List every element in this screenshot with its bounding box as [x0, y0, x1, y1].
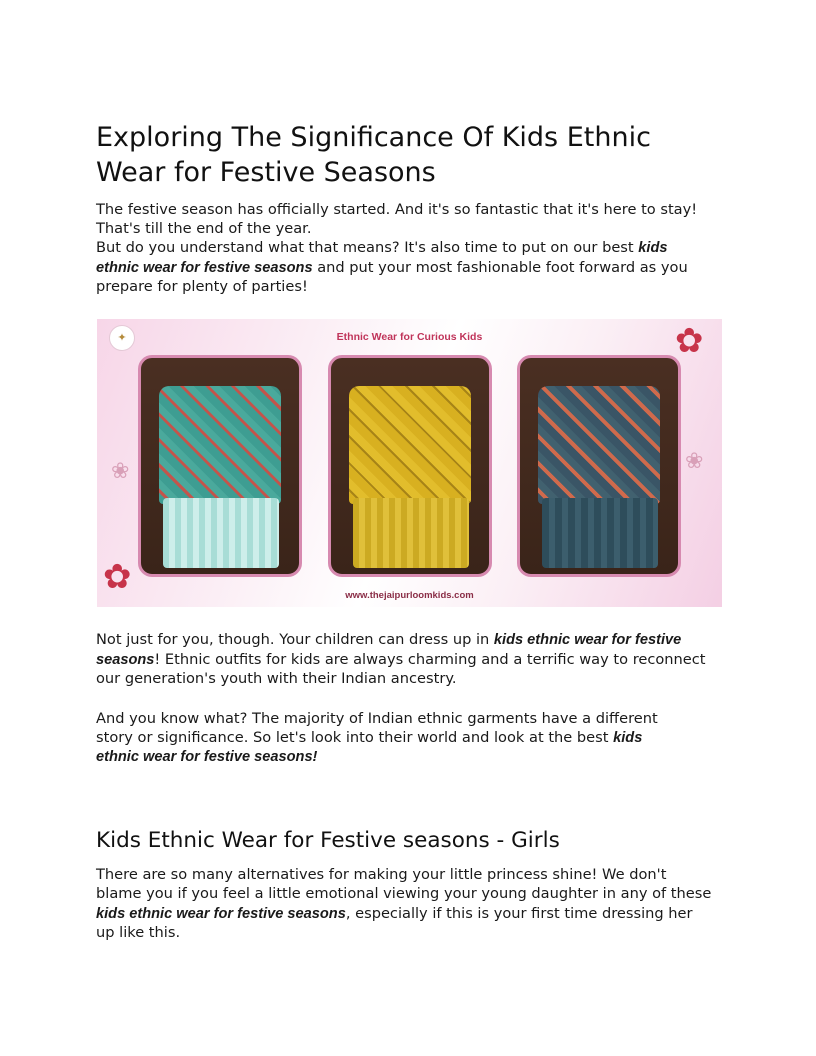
intro-line-2: That's till the end of the year. — [96, 220, 312, 237]
banner-title: Ethnic Wear for Curious Kids — [336, 331, 483, 343]
para2-line-2 — [96, 650, 722, 671]
para4-line-3 — [96, 904, 722, 925]
keyword-highlight: ethnic wear for festive seasons — [96, 260, 313, 276]
intro-line-4 — [96, 258, 722, 279]
outfit-card-blue — [517, 355, 681, 577]
para2-text: ! Ethnic outfits for kids are always charming and a terrific way to reconnect — [154, 651, 706, 668]
para3-line-2 — [96, 728, 722, 749]
loom-logo-icon: ✦ — [109, 325, 135, 351]
outfit-card-green — [138, 355, 302, 577]
keyword-highlight: kids ethnic wear for festive seasons — [96, 906, 346, 922]
sharara-bottom — [163, 498, 279, 568]
keyword-highlight: kids — [638, 240, 668, 256]
promo-banner-image — [97, 319, 722, 607]
keyword-highlight: seasons — [96, 652, 155, 668]
flower-icon: ❀ — [111, 459, 130, 484]
flower-icon: ✿ — [103, 557, 132, 597]
para2-line-3: our generation's youth with their Indian ancestry. — [96, 670, 457, 687]
outfit-card-yellow — [328, 355, 492, 577]
keyword-highlight: kids — [613, 730, 643, 746]
kurta-top — [159, 386, 281, 504]
keyword-highlight: kids ethnic wear for festive — [493, 632, 682, 648]
page-title: Exploring The Significance Of Kids Ethnic Wear for Festive Seasons — [96, 122, 651, 188]
para4-line-4: up like this. — [96, 924, 181, 941]
kurta-top — [538, 386, 660, 504]
para3-text: story or significance. So let's look into their world and look at the best — [96, 729, 614, 746]
para2-line-1 — [96, 630, 722, 651]
kurta-top — [349, 386, 471, 504]
flower-icon: ❀ — [685, 449, 704, 474]
para3-line-3 — [96, 747, 722, 768]
intro-line-3 — [96, 238, 722, 259]
flower-icon: ✿ — [675, 321, 704, 361]
para4-line-1: There are so many alternatives for making your little princess shine! We don't — [96, 866, 667, 883]
sharara-bottom — [542, 498, 658, 568]
section-heading: Kids Ethnic Wear for Festive seasons - Girls — [96, 828, 560, 853]
sharara-bottom — [353, 498, 469, 568]
intro-line-4-text: and put your most fashionable foot forward as you — [312, 259, 688, 276]
para4-line-2: blame you if you feel a little emotional viewing your young daughter in any of these — [96, 885, 712, 902]
intro-line-5: prepare for plenty of parties! — [96, 278, 308, 295]
para3-line-1: And you know what? The majority of Indian ethnic garments have a different — [96, 710, 658, 727]
intro-line-1: The festive season has officially started. And it's so fantastic that it's here to stay! — [96, 201, 698, 218]
banner-url: www.thejaipurloomkids.com — [345, 590, 474, 601]
para4-text: , especially if this is your first time dressing her — [345, 905, 693, 922]
intro-line-3-text: But do you understand what that means? It's also time to put on our best — [96, 239, 639, 256]
para2-text: Not just for you, though. Your children can dress up in — [96, 631, 494, 648]
keyword-highlight: ethnic wear for festive seasons! — [96, 749, 318, 765]
